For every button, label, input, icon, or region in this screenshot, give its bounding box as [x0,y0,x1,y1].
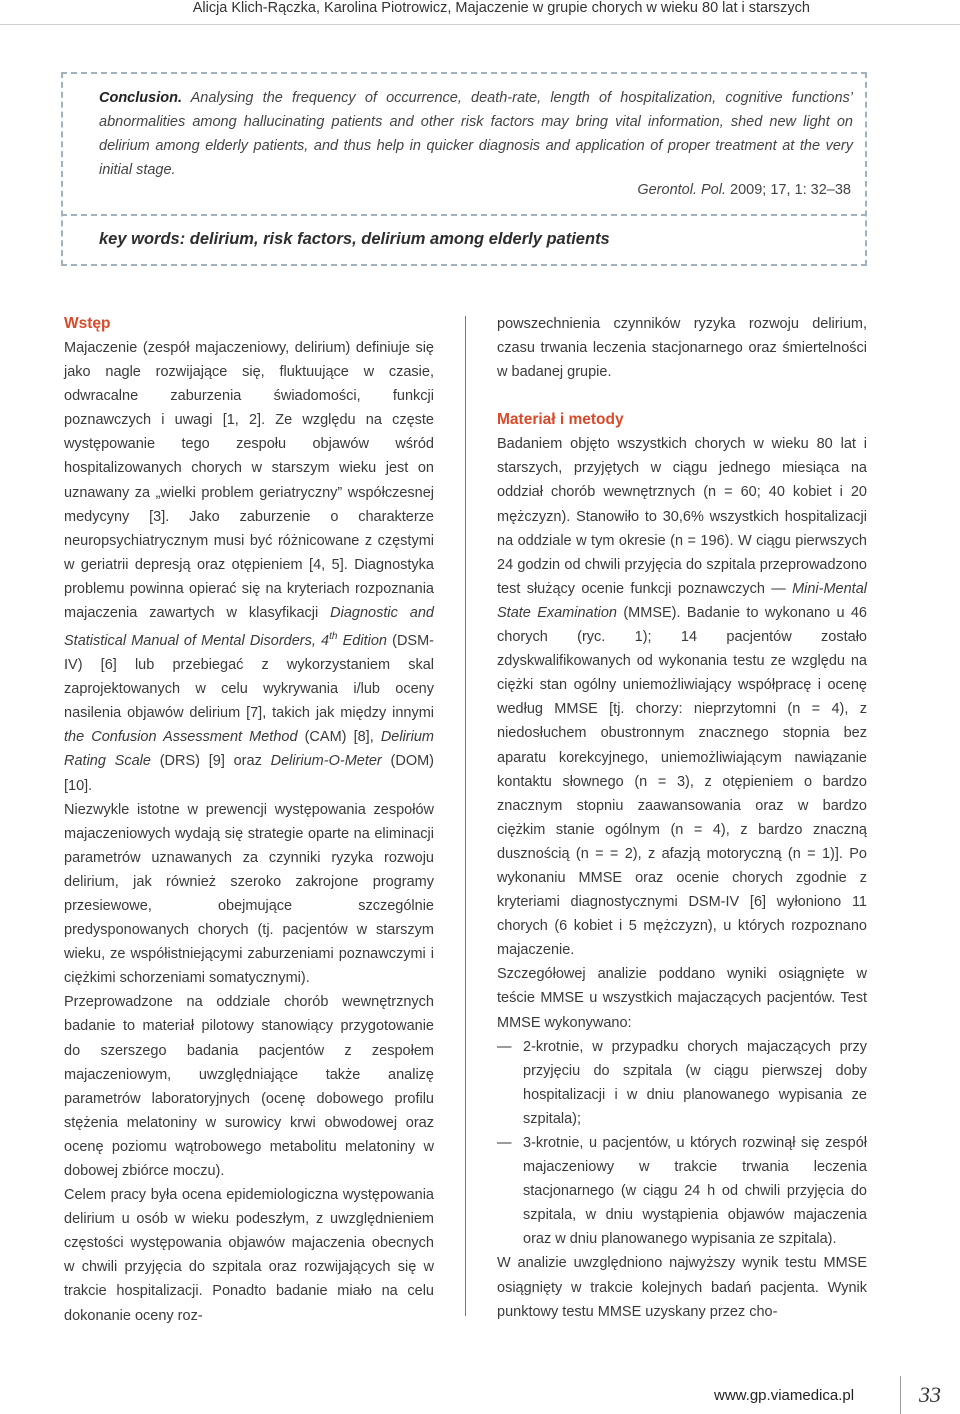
text-run: Delirium-O-Meter [270,753,382,770]
intro-paragraph-2: Niezwykle istotne w prewencji występowania zespołów majaczeniowych wydają się strategie oparte na eliminacji parametrów uznawanych za czynniki ryzyka rozwoju delirium, jak również szeroko zakrojone programy przesiewowe, obejmujące szczególnie predysponowanych chorych (tj. pacjentów w starszym wieku, ze współistniejącymi zaburzeniami poznawczymi i ciężkimi schorzeniami somatycznymi). [64,801,434,987]
text-run: Mini-Mental State Examination [497,580,867,621]
text-run: Majaczenie (zespół majaczeniowy, delirium) definiuje się jako nagle rozwijające się, fluktuujące w czasie, odwracalne zaburzenia świadomości, funkcji poznawczych i uwagi [1, 2]. Ze względu na częste występowanie tego zespołu objawów wśród hospitalizowanych chorych w starszym wieku jest on uznawany za „wielki problem geriatryczny” współczesnej medycyny [3]. Jako zaburzenie o charakterze neuropsychiatrycznym musi być różnicowane z częstymi w geriatrii depresją oraz otępieniem [4, 5]. Diagnostyka problemu powinna opierać się na kryteriach rozpoznania majaczenia zawartych w klasyfikacji [64,340,434,622]
conclusion-label: Conclusion. [99,90,182,106]
keywords: key words: delirium, risk factors, delirium among elderly patients [99,230,610,248]
text-run: Diagnostic and Statistical Manual of Mental Disorders, 4 [64,605,434,649]
abstract-border-left [61,72,63,266]
journal-url: www.gp.viamedica.pl [714,1387,855,1404]
text-run: (DSM-IV) [6] lub przebiegać z wykorzystaniem skal zaprojektowanych w celu wykrywania i/lub oceny nasilenia objawów delirium [7], takich jak między innymi [64,632,434,722]
intro-paragraph-4: Celem pracy była ocena epidemiologiczna występowania delirium u osób w wieku podeszłym, z uwzględnieniem częstości występowania objawów majaczenia obecnych w chwili przyjęcia do szpitala oraz rozwijających się w trakcie hospitalizacji. Ponadto badanie miało na celu dokonanie oceny roz- [64,1187,434,1324]
abstract-border-right [865,72,867,266]
text-run: th [329,631,338,643]
left-column [64,312,434,1328]
list-item: — 2-krotnie, w przypadku chorych majaczących przy przyjęciu do szpitala (w ciągu pierwszej doby hospitalizacji i w dniu planowanego wypisania ze szpitala); [497,1035,867,1131]
running-header [0,0,960,24]
text-run: (MMSE). Badanie to wykonano u 46 chorych (ryc. 1); 14 pacjentów zostało zdyskwalifikowanych od wykonania testu ze względu na ciężki stan ogólny uniemożliwiający współpracę i ocenę według MMSE [tj. chorzy: nieprzytomni (n = 4), z niedosłuchem obustronnym znacznego stopnia bez aparatu korekcyjnego, uniemożliwiającym nawiązanie kontaktu słownego (n = 3), z otępieniem o bardzo znacznym stopniu zaawansowania oraz w bardzo ciężkim stanie ogólnym (n = 4), z bardzo znaczną dusznością (n = = 2), z afazją motoryczną (n = 1)]. Po wykonaniu MMSE oraz ocenie chorych zgodnie z kryteriami diagnostycznymi DSM-IV [6] wyłoniono 11 chorych (6 kobiet i 5 mężczyzn), u których rozpoznano majaczenie. [497,604,867,959]
abstract-border-middle [61,214,867,216]
text-run: Badaniem objęto wszystkich chorych w wieku 80 lat i starszych, przyjętych w ciągu jednego miesiąca na oddział chorób wewnętrznych (n = 60; 40 kobiet i 20 mężczyzn). Stanowiło to 30,6% wszystkich hospitalizacji na oddziale w tym okresie (n = 196). W ciągu pierwszych 24 godzin od chwili przyjęcia do szpitala przeprowadzono test służący ocenie funkcji poznawczych — [497,436,867,597]
text-run: Edition [337,632,387,649]
citation-journal: Gerontol. Pol. [637,182,727,198]
mmse-schedule-list [497,1035,867,1252]
abstract-conclusion [99,86,853,182]
section-heading-methods: Materiał i metody [497,411,624,429]
text-run: Delirium Rating Scale [64,729,434,770]
conclusion-text: Analysing the frequency of occurrence, death-rate, length of hospitalization, cognitive functions’ abnormalities among hallucinating patients and other risk factors may bring vital information, shed new light on delirium among elderly patients, and thus help in quicker diagnosis and application of proper treatment at the very initial stage. [99,90,853,178]
page-number: 33 [919,1382,941,1407]
section-gap [497,384,867,408]
text-run: the Confusion Assessment Method [64,729,298,746]
methods-paragraph-3: W analizie uwzględniono najwyższy wynik testu MMSE osiągnięty w trakcie kolejnych badań pacjenta. Wynik punktowy testu MMSE uzyskany przez cho- [497,1255,867,1320]
list-item: — 3-krotnie, u pacjentów, u których rozwinął się zespół majaczeniowy w trakcie trwania leczenia stacjonarnego (w ciągu 24 h od chwili przyjęcia do szpitala, w dniu wystąpienia objawów majaczenia oraz w dniu planowanego wypisania ze szpitala). [497,1131,867,1251]
abstract-border-bottom [61,264,867,266]
footer-separator [900,1376,901,1414]
abstract-border-top [61,72,867,74]
column-divider [465,316,466,1316]
abstract-box [61,72,867,266]
intro-paragraph-3: Przeprowadzone na oddziale chorób wewnętrznych badanie to materiał pilotowy stanowiący przygotowanie do szerszego badania pacjentów z zespołem majaczeniowym, uwzględniające także analizę parametrów laboratoryjnych (ocenę dobowego profilu stężenia melatoniny w surowicy krwi obwodowej oraz ocenę poziomu wątrobowego metabolitu melatoniny w dobowej zbiórce moczu). [64,994,434,1180]
intro-paragraph-continued: powszechnienia czynników ryzyka rozwoju delirium, czasu trwania leczenia stacjonarnego oraz śmiertelności w badanej grupie. [497,316,867,381]
section-heading-intro: Wstęp [64,315,111,332]
text-run: (DRS) [9] oraz [150,753,271,770]
citation [637,182,851,198]
header-rule [0,24,960,25]
methods-paragraph-1 [497,432,867,962]
intro-paragraph-1 [64,336,434,798]
methods-paragraph-2: Szczegółowej analizie poddano wyniki osiągnięte w teście MMSE u wszystkich majaczących pacjentów. Test MMSE wykonywano: [497,966,867,1031]
running-title: Alicja Klich-Rączka, Karolina Piotrowicz, Majaczenie w grupie chorych w wieku 80 lat i starszych [192,0,810,16]
text-run: (DOM) [10]. [64,753,435,794]
right-column [497,312,867,1324]
citation-details: 2009; 17, 1: 32–38 [730,182,851,198]
text-run: (CAM) [8], [297,729,381,746]
